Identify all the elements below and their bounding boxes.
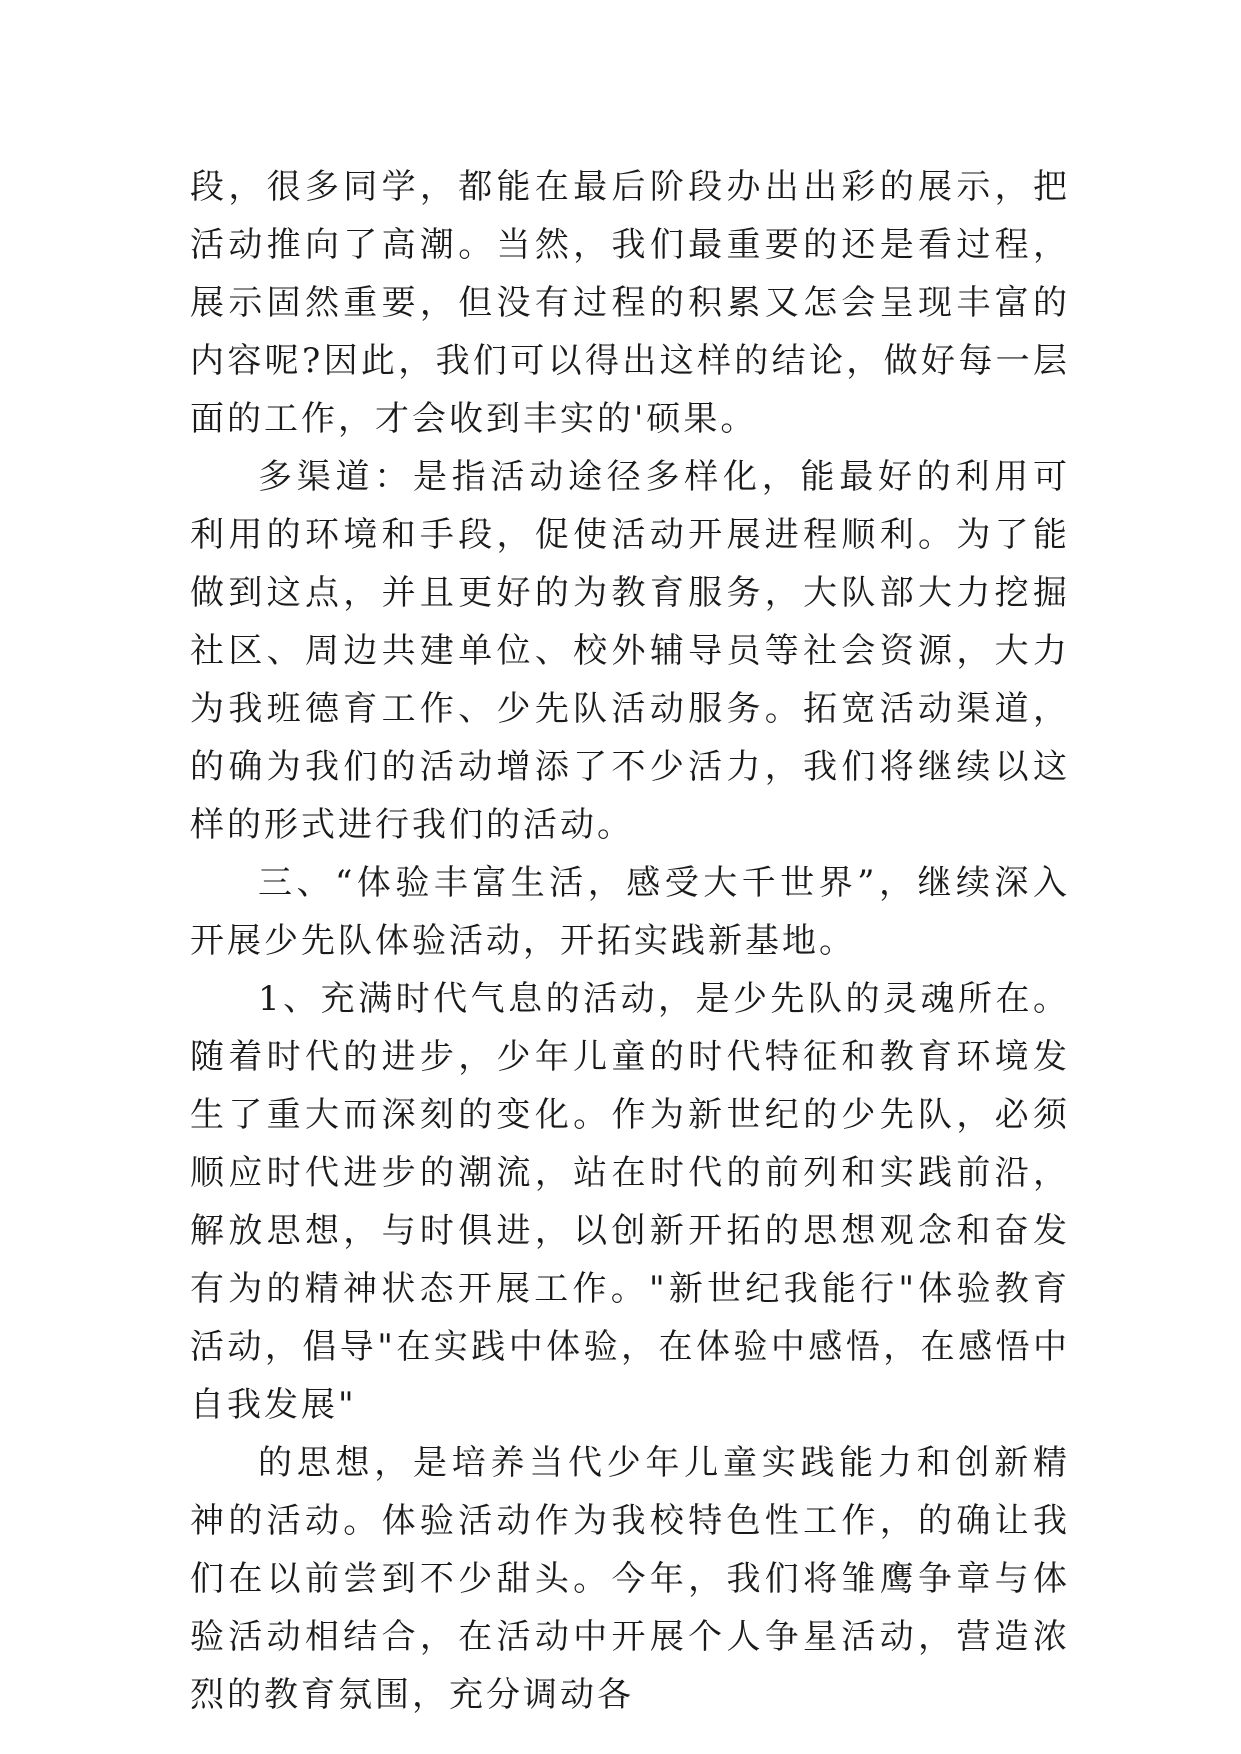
paragraph-3: 三、“体验丰富生活，感受大千世界”，继续深入开展少先队体验活动，开拓实践新基地。: [190, 863, 1070, 961]
paragraph-1: 段，很多同学，都能在最后阶段办出出彩的展示，把活动推向了高潮。当然，我们最重要的还是看过程，展示固然重要，但没有过程的积累又怎会呈现丰富的内容呢?因此，我们可以得出这样的结论，做好每一层面的工作，才会收到丰实的'硕果。: [190, 167, 1070, 439]
paragraph-2: 多渠道：是指活动途径多样化，能最好的利用可利用的环境和手段，促使活动开展进程顺利。为了能做到这点，并且更好的为教育服务，大队部大力挖掘社区、周边共建单位、校外辅导员等社会资源，大力为我班德育工作、少先队活动服务。拓宽活动渠道，的确为我们的活动增添了不少活力，我们将继续以这样的形式进行我们的活动。: [190, 457, 1070, 845]
paragraph-5: 的思想，是培养当代少年儿童实践能力和创新精神的活动。体验活动作为我校特色性工作，的确让我们在以前尝到不少甜头。今年，我们将雏鹰争章与体验活动相结合，在活动中开展个人争星活动，营造浓烈的教育氛围，充分调动各: [190, 1443, 1070, 1715]
document-body: [190, 158, 1070, 1724]
paragraph-4: 1、充满时代气息的活动，是少先队的灵魂所在。随着时代的进步，少年儿童的时代特征和教育环境发生了重大而深刻的变化。作为新世纪的少先队，必须顺应时代进步的潮流，站在时代的前列和实践前沿，解放思想，与时俱进，以创新开拓的思想观念和奋发有为的精神状态开展工作。"新世纪我能行"体验教育活动，倡导"在实践中体验，在体验中感悟，在感悟中自我发展": [190, 979, 1070, 1425]
